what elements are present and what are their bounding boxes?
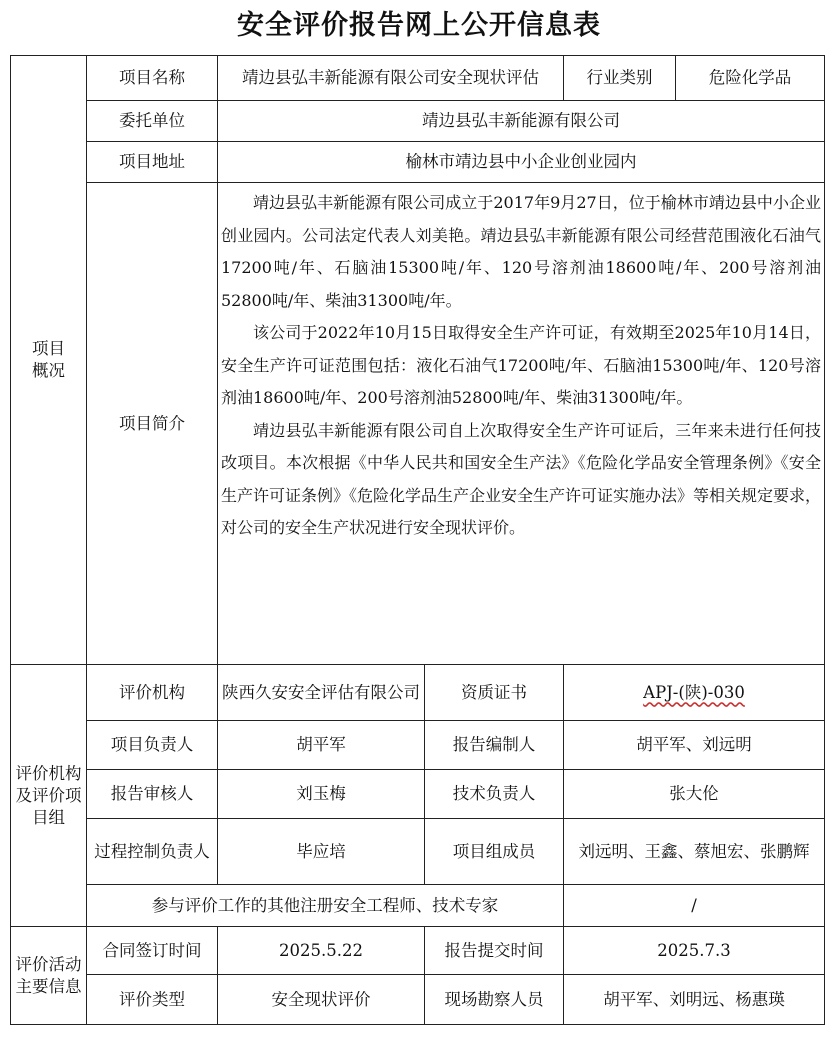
leader-value: 胡平军 [218, 721, 425, 770]
cert-value: APJ-(陕)-030 [643, 682, 745, 702]
process-value: 毕应培 [218, 819, 425, 885]
survey-value: 胡平军、刘明远、杨惠瑛 [564, 975, 825, 1025]
brief-content [218, 183, 825, 665]
address-value: 榆林市靖边县中小企业创业园内 [218, 142, 825, 183]
address-row [11, 142, 825, 183]
client-value: 靖边县弘丰新能源有限公司 [218, 101, 825, 142]
experts-row [11, 885, 825, 927]
experts-value: / [564, 885, 825, 927]
industry-label: 行业类别 [564, 56, 676, 101]
tech-value: 张大伦 [564, 770, 825, 819]
contract-row [11, 927, 825, 975]
tech-label: 技术负责人 [425, 770, 564, 819]
members-label: 项目组成员 [425, 819, 564, 885]
project-overview-section-label: 项目 概况 [11, 56, 87, 665]
brief-label: 项目简介 [87, 183, 218, 665]
contract-value: 2025.5.22 [218, 927, 425, 975]
writer-value: 胡平军、刘远明 [564, 721, 825, 770]
org-label: 评价机构 [87, 665, 218, 721]
cert-value-cell [564, 665, 825, 721]
client-row [11, 101, 825, 142]
contract-label: 合同签订时间 [87, 927, 218, 975]
leader-label: 项目负责人 [87, 721, 218, 770]
experts-label: 参与评价工作的其他注册安全工程师、技术专家 [87, 885, 564, 927]
type-value: 安全现状评价 [218, 975, 425, 1025]
process-row [11, 819, 825, 885]
submit-label: 报告提交时间 [425, 927, 564, 975]
survey-label: 现场勘察人员 [425, 975, 564, 1025]
org-row [11, 665, 825, 721]
members-value: 刘远明、王鑫、蔡旭宏、张鹏辉 [564, 819, 825, 885]
reviewer-value: 刘玉梅 [218, 770, 425, 819]
reviewer-label: 报告审核人 [87, 770, 218, 819]
org-value: 陕西久安安全评估有限公司 [218, 665, 425, 721]
address-label: 项目地址 [87, 142, 218, 183]
reviewer-row [11, 770, 825, 819]
industry-value: 危险化学品 [676, 56, 825, 101]
brief-paragraph-1: 靖边县弘丰新能源有限公司成立于2017年9月27日，位于榆林市靖边县中小企业创业园内。公司法定代表人刘美艳。靖边县弘丰新能源有限公司经营范围液化石油气17200吨/年、石脑油15300吨/年、120号溶剂油18600吨/年、200号溶剂油52800吨/年、柴油31300吨/年。 [221, 193, 821, 310]
brief-row [11, 183, 825, 665]
brief-paragraph-3: 靖边县弘丰新能源有限公司自上次取得安全生产许可证后，三年来未进行任何技改项目。本次根据《中华人民共和国安全生产法》《危险化学品安全管理条例》《安全生产许可证条例》《危险化学品生产企业安全生产许可证实施办法》等相关规定要求，对公司的安全生产状况进行安全现状评价。 [221, 420, 822, 537]
project-name-label: 项目名称 [87, 56, 218, 101]
client-label: 委托单位 [87, 101, 218, 142]
evaluation-team-section-label: 评价机构及评价项目组 [11, 665, 87, 927]
project-name-row [11, 56, 825, 101]
page-title: 安全评价报告网上公开信息表 [237, 10, 601, 41]
activity-section-label: 评价活动主要信息 [11, 927, 87, 1025]
brief-paragraph-2: 该公司于2022年10月15日取得安全生产许可证，有效期至2025年10月14日，安全生产许可证范围包括：液化石油气17200吨/年、石脑油15300吨/年、120号溶剂油18600吨/年、200号溶剂油52800吨/年、柴油31300吨/年。 [221, 323, 821, 407]
cert-label: 资质证书 [425, 665, 564, 721]
type-label: 评价类型 [87, 975, 218, 1025]
project-name-value: 靖边县弘丰新能源有限公司安全现状评估 [218, 56, 564, 101]
submit-value: 2025.7.3 [564, 927, 825, 975]
type-row [11, 975, 825, 1025]
info-table [10, 55, 825, 1025]
process-label: 过程控制负责人 [87, 819, 218, 885]
leader-row [11, 721, 825, 770]
writer-label: 报告编制人 [425, 721, 564, 770]
